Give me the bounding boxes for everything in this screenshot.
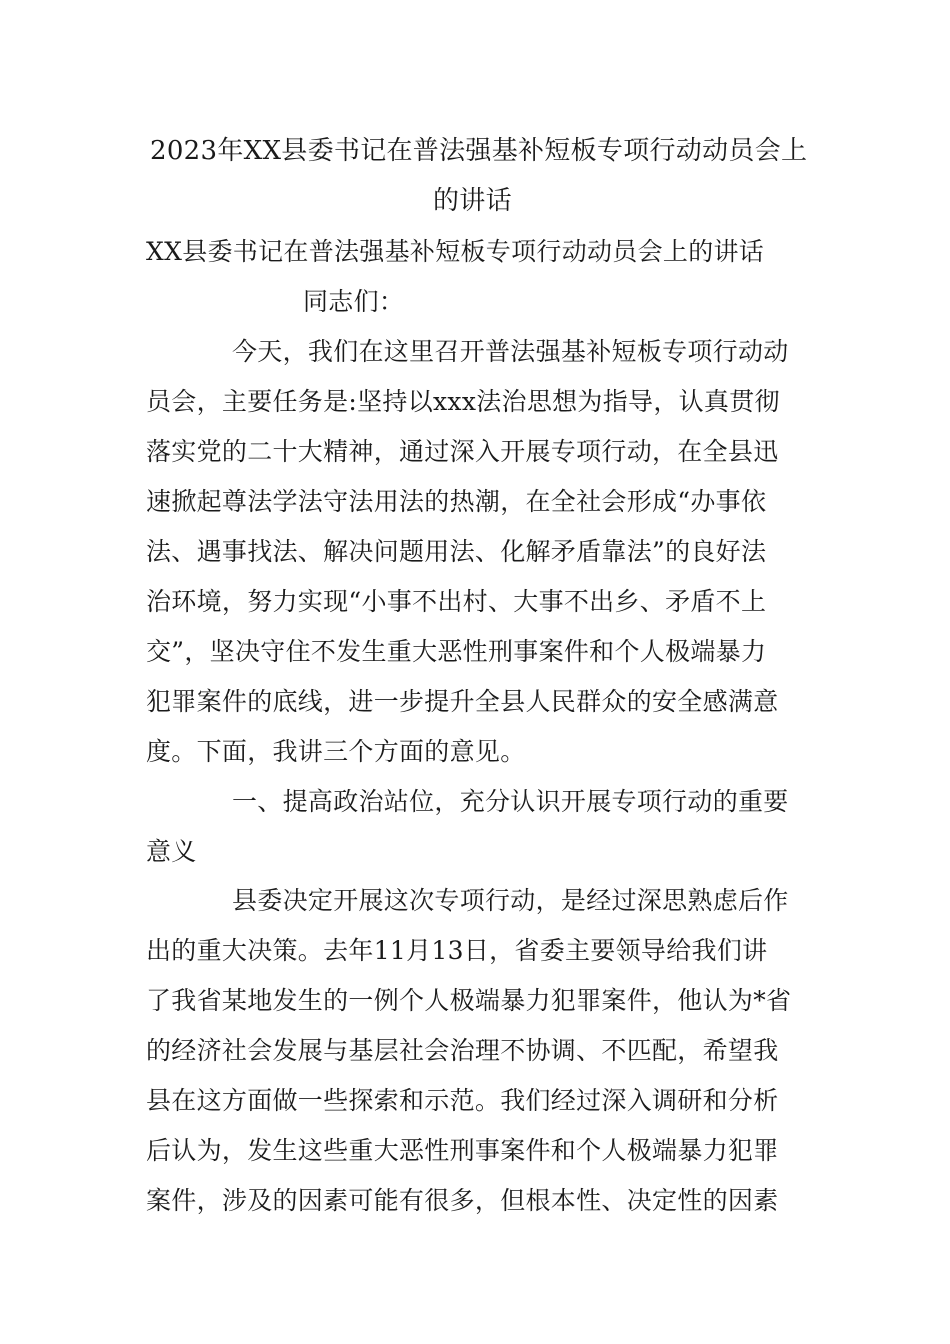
- document-title-line-2: 的讲话: [433, 186, 512, 216]
- paragraph-line: 落实党的二十大精神，通过深入开展专项行动，在全县迅: [146, 437, 779, 466]
- salutation: 同志们：: [303, 287, 405, 316]
- paragraph-line: 出的重大决策。去年11月13日，省委主要领导给我们讲: [146, 936, 768, 965]
- paragraph-line: 县在这方面做一些探索和示范。我们经过深入调研和分析: [146, 1086, 779, 1115]
- paragraph-line: 今天，我们在这里召开普法强基补短板专项行动动: [232, 337, 789, 366]
- document-subtitle: XX县委书记在普法强基补短板专项行动动员会上的讲话: [146, 237, 765, 266]
- paragraph-line: 的经济社会发展与基层社会治理不协调、不匹配，希望我: [146, 1036, 779, 1065]
- paragraph-line: 治环境，努力实现“小事不出村、大事不出乡、矛盾不上: [146, 587, 767, 616]
- heading-line: 一、提高政治站位，充分认识开展专项行动的重要: [232, 787, 789, 816]
- paragraph-line: 县委决定开展这次专项行动，是经过深思熟虑后作: [232, 886, 789, 915]
- paragraph-line: 了我省某地发生的一例个人极端暴力犯罪案件，他认为*省: [146, 986, 792, 1015]
- paragraph-line: 后认为，发生这些重大恶性刑事案件和个人极端暴力犯罪: [146, 1136, 779, 1165]
- heading-line: 意义: [146, 837, 197, 866]
- paragraph-line: 案件，涉及的因素可能有很多，但根本性、决定性的因素: [146, 1186, 779, 1215]
- paragraph-line: 法、遇事找法、解决问题用法、化解矛盾靠法”的良好法: [146, 537, 767, 566]
- document-title-line-1: 2023年XX县委书记在普法强基补短板专项行动动员会上: [150, 136, 808, 166]
- paragraph-line: 员会，主要任务是:坚持以xxx法治思想为指导，认真贯彻: [146, 387, 780, 416]
- paragraph-line: 度。下面，我讲三个方面的意见。: [146, 737, 526, 766]
- paragraph-line: 交”，坚决守住不发生重大恶性刑事案件和个人极端暴力: [146, 637, 767, 666]
- paragraph-line: 犯罪案件的底线，进一步提升全县人民群众的安全感满意: [146, 687, 779, 716]
- paragraph-line: 速掀起尊法学法守法用法的热潮，在全社会形成“办事依: [146, 487, 767, 516]
